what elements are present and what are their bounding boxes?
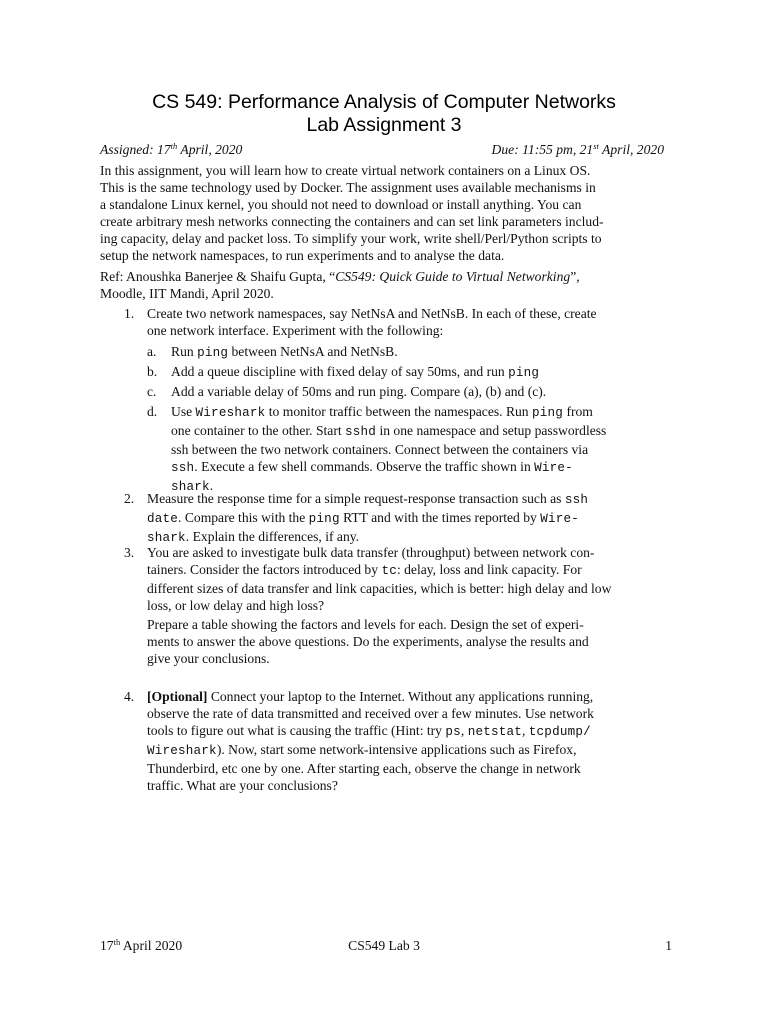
text-segment: tools to figure out what is causing the traffic (Hint: try xyxy=(147,723,446,738)
code-span: shark xyxy=(147,531,186,545)
page-number: 1 xyxy=(665,938,672,953)
subtask-text: Add a variable delay of 50ms and run ping. Compare (a), (b) and (c). xyxy=(171,384,547,399)
text-segment: tainers. Consider the factors introduced by xyxy=(147,562,382,577)
reference-title: CS549: Quick Guide to Virtual Networking xyxy=(335,269,571,284)
text-segment: : delay, loss and link capacity. For xyxy=(396,562,582,577)
task-item-3 xyxy=(0,544,768,669)
subtask-text xyxy=(171,343,676,362)
text-line: different sizes of data transfer and link capacities, which is better: high delay and low xyxy=(147,581,612,596)
task-text xyxy=(147,688,677,794)
intro-paragraph xyxy=(100,162,680,264)
subtask-letter: c. xyxy=(147,384,157,399)
code-span: Wire- xyxy=(534,461,573,475)
reference-prefix: Ref: Anoushka Banerjee & Shaifu Gupta, “ xyxy=(100,269,336,284)
page-subtitle: Lab Assignment 3 xyxy=(306,114,462,136)
code-span: Wire- xyxy=(540,512,580,526)
task-text xyxy=(147,305,677,339)
code-span: Wireshark xyxy=(147,744,217,758)
text-segment: , xyxy=(460,723,468,738)
text-segment: Measure the response time for a simple request-response transaction such as xyxy=(147,491,565,506)
task-number: 4. xyxy=(124,689,135,704)
intro-line: In this assignment, you will learn how to create virtual network containers on a Linux OS. xyxy=(100,163,591,178)
footer-date-suffix: April 2020 xyxy=(120,938,183,953)
text-line xyxy=(147,722,677,741)
intro-line: This is the same technology used by Docker. The assignment uses available mechanisms in xyxy=(100,180,596,195)
optional-label: [Optional] xyxy=(147,689,208,704)
code-span: tcpdump/ xyxy=(528,725,591,739)
text-segment: Use xyxy=(171,404,196,419)
text-line xyxy=(147,561,677,580)
task-item-1 xyxy=(0,305,768,494)
footer-date-sup: th xyxy=(113,937,121,947)
text-line xyxy=(147,741,677,760)
text-segment: . Compare this with the xyxy=(178,510,309,525)
text-line xyxy=(147,509,677,528)
due-date-prefix: Due: 11:55 pm, 21 xyxy=(491,142,594,157)
subtask-text xyxy=(171,363,676,382)
text-line: give your conclusions. xyxy=(147,651,270,666)
reference xyxy=(100,268,680,302)
reference-line-2: Moodle, IIT Mandi, April 2020. xyxy=(100,286,274,301)
text-line xyxy=(171,458,676,477)
text-line: ments to answer the above questions. Do the experiments, analyse the results and xyxy=(147,634,589,649)
text-segment: in one namespace and setup passwordless xyxy=(376,423,607,438)
task-line: Create two network namespaces, say NetNsA and NetNsB. In each of these, create xyxy=(147,306,597,321)
subtask-text xyxy=(171,403,676,496)
text-segment: ). Now, start some network-intensive applications such as Firefox, xyxy=(216,742,577,757)
text-line: observe the rate of data transmitted and received over a few minutes. Use network xyxy=(147,706,594,721)
intro-line: setup the network namespaces, to run experiments and to analyse the data. xyxy=(100,248,505,263)
text-segment: to monitor traffic between the namespaces. Run xyxy=(265,404,533,419)
task-number: 2. xyxy=(124,491,135,506)
text-segment: , xyxy=(522,723,529,738)
code-span: ssh xyxy=(564,493,589,507)
text-line: Thunderbird, etc one by one. After starting each, observe the change in network xyxy=(147,761,581,776)
task-number: 1. xyxy=(124,306,135,321)
text-line xyxy=(147,490,677,509)
code-span: Wireshark xyxy=(195,406,266,420)
text-segment: . xyxy=(209,478,214,493)
assigned-date-sup: th xyxy=(170,141,178,151)
text-line xyxy=(171,403,676,422)
task-line: one network interface. Experiment with the following: xyxy=(147,323,444,338)
text-line xyxy=(171,422,676,441)
dates-row xyxy=(100,142,664,160)
due-date-suffix: April, 2020 xyxy=(598,142,664,157)
code-span: date xyxy=(147,512,179,526)
text-segment: Run xyxy=(171,344,198,359)
code-span: ping xyxy=(508,366,540,380)
text-line xyxy=(147,688,677,705)
code-span: ping xyxy=(532,406,564,420)
text-line: Prepare a table showing the factors and levels for each. Design the set of experi- xyxy=(147,617,584,632)
reference-line xyxy=(100,268,680,285)
text-segment: . Execute a few shell commands. Observe the traffic shown in xyxy=(194,459,535,474)
text-segment: Add a queue discipline with fixed delay of say 50ms, and run xyxy=(171,364,509,379)
page-title: CS 549: Performance Analysis of Computer Networks xyxy=(152,91,616,113)
code-span: ps xyxy=(445,725,461,739)
text-segment: from xyxy=(563,404,593,419)
subtask-letter: d. xyxy=(147,404,158,419)
text-line: traffic. What are your conclusions? xyxy=(147,778,338,793)
text-segment: Connect your laptop to the Internet. Without any applications running, xyxy=(207,689,594,704)
footer-course: CS549 Lab 3 xyxy=(348,938,420,953)
intro-line: create arbitrary mesh networks connecting the containers and can set link parameters includ- xyxy=(100,214,604,229)
code-span: ping xyxy=(197,346,229,360)
intro-line: a standalone Linux kernel, you should not need to download or install anything. You can xyxy=(100,197,582,212)
text-segment: RTT and with the times reported by xyxy=(339,510,541,525)
code-span: tc xyxy=(381,564,397,578)
footer-date-prefix: 17 xyxy=(100,938,114,953)
code-span: ping xyxy=(308,512,340,526)
task-text xyxy=(147,490,677,547)
text-segment: between NetNsA and NetNsB. xyxy=(228,344,398,359)
subtask-letter: b. xyxy=(147,364,158,379)
task-text xyxy=(147,544,677,614)
code-span: netstat xyxy=(467,725,522,739)
task-paragraph xyxy=(147,616,677,667)
due-date-sup: st xyxy=(593,141,599,151)
text-line: ssh between the two network containers. Connect between the containers via xyxy=(171,442,589,457)
code-span: shark xyxy=(171,480,210,494)
code-span: sshd xyxy=(345,425,377,439)
text-line: loss, or low delay and high loss? xyxy=(147,598,325,613)
intro-line: ing capacity, delay and packet loss. To simplify your work, write shell/Perl/Python scripts to xyxy=(100,231,602,246)
reference-suffix: ”, xyxy=(570,269,580,284)
assigned-date xyxy=(100,142,242,158)
text-segment: one container to the other. Start xyxy=(171,423,346,438)
assigned-date-suffix: April, 2020 xyxy=(177,142,243,157)
task-item-4 xyxy=(0,688,768,798)
text-line: You are asked to investigate bulk data transfer (throughput) between network con- xyxy=(147,545,595,560)
assigned-date-prefix: Assigned: 17 xyxy=(100,142,171,157)
subtask-letter: a. xyxy=(147,344,157,359)
task-item-2 xyxy=(0,490,768,544)
text-segment: . Explain the differences, if any. xyxy=(185,529,360,544)
task-number: 3. xyxy=(124,545,135,560)
code-span: ssh xyxy=(171,461,195,475)
due-date xyxy=(492,142,664,158)
